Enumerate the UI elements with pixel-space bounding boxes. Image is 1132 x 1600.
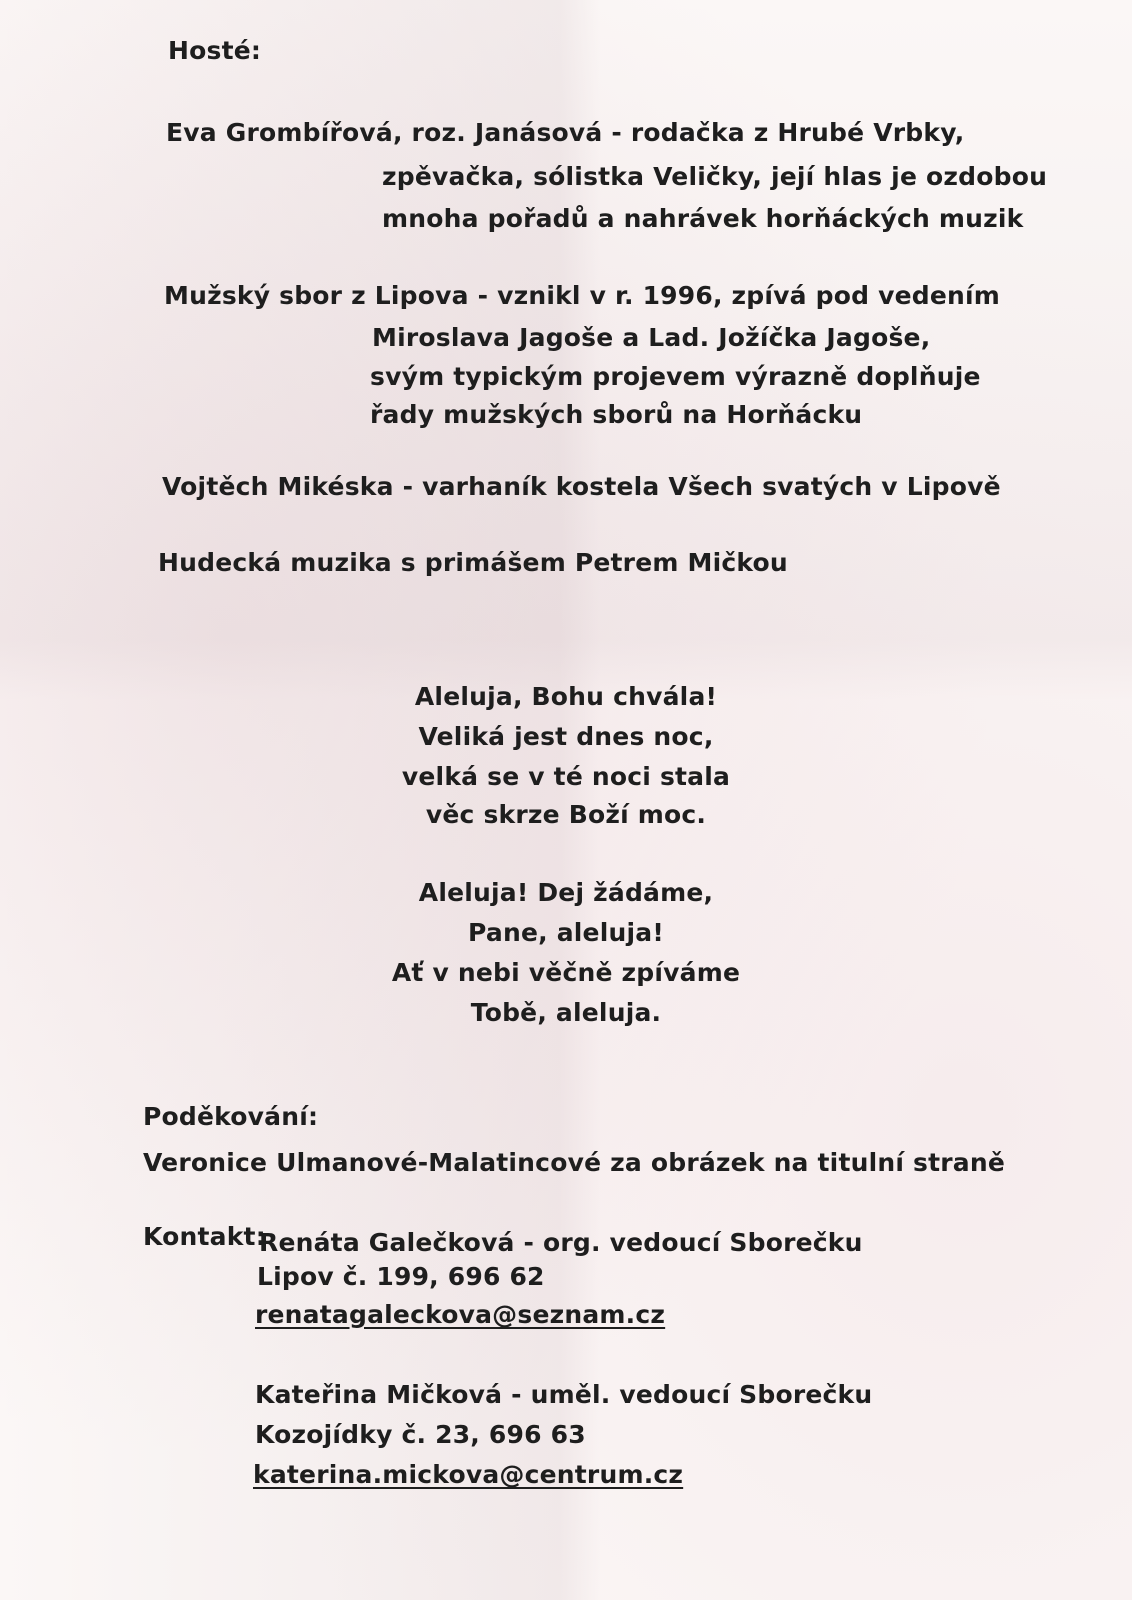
song-verse-1-line-3: velká se v té noci stala xyxy=(401,762,731,791)
guest-choir-line-3: svým typickým projevem výrazně doplňuje xyxy=(370,362,981,391)
song-verse-2-line-2: Pane, aleluja! xyxy=(468,918,664,947)
contact-1-address: Lipov č. 199, 696 62 xyxy=(257,1262,545,1291)
guest-eva-line-2: zpěvačka, sólistka Veličky, její hlas je ozdobou xyxy=(382,162,1048,191)
thanks-text: Veronice Ulmanové-Malatincové za obrázek na titulní straně xyxy=(143,1148,1006,1177)
guest-choir-line-2: Miroslava Jagoše a Lad. Jožíčka Jagoše, xyxy=(372,323,931,352)
contact-2-address: Kozojídky č. 23, 696 63 xyxy=(255,1420,586,1449)
thanks-heading: Poděkování: xyxy=(143,1102,319,1131)
guests-heading: Hosté: xyxy=(168,36,262,65)
guest-choir-line-1: Mužský sbor z Lipova - vznikl v r. 1996, zpívá pod vedením xyxy=(164,281,1001,310)
song-verse-2-line-3: Ať v nebi věčně zpíváme xyxy=(391,958,741,987)
guest-eva-line-3: mnoha pořadů a nahrávek horňáckých muzik xyxy=(382,204,1024,233)
contact-2-name: Kateřina Mičková - uměl. vedoucí Sborečku xyxy=(255,1380,873,1409)
contact-2-email-link[interactable]: katerina.mickova@centrum.cz xyxy=(253,1460,684,1489)
song-verse-1-line-4: věc skrze Boží moc. xyxy=(425,800,707,829)
guest-eva-line-1: Eva Grombířová, roz. Janásová - rodačka z Hrubé Vrbky, xyxy=(166,118,965,147)
guest-choir-line-4: řady mužských sborů na Horňácku xyxy=(370,400,863,429)
contact-1-email-link[interactable]: renatagaleckova@seznam.cz xyxy=(255,1300,666,1329)
song-verse-2-line-1: Aleluja! Dej žádáme, xyxy=(418,878,714,907)
guest-hudecka-muzika: Hudecká muzika s primášem Petrem Mičkou xyxy=(158,548,788,577)
song-verse-1-line-1: Aleluja, Bohu chvála! xyxy=(414,682,718,711)
song-verse-1-line-2: Veliká jest dnes noc, xyxy=(418,722,714,751)
contact-1-name: Renáta Galečková - org. vedoucí Sborečku xyxy=(259,1228,863,1257)
guest-vojtech: Vojtěch Mikéska - varhaník kostela Všech svatých v Lipově xyxy=(162,472,1001,501)
song-verse-2-line-4: Tobě, aleluja. xyxy=(470,998,662,1027)
contact-label: Kontakt: xyxy=(143,1222,266,1251)
